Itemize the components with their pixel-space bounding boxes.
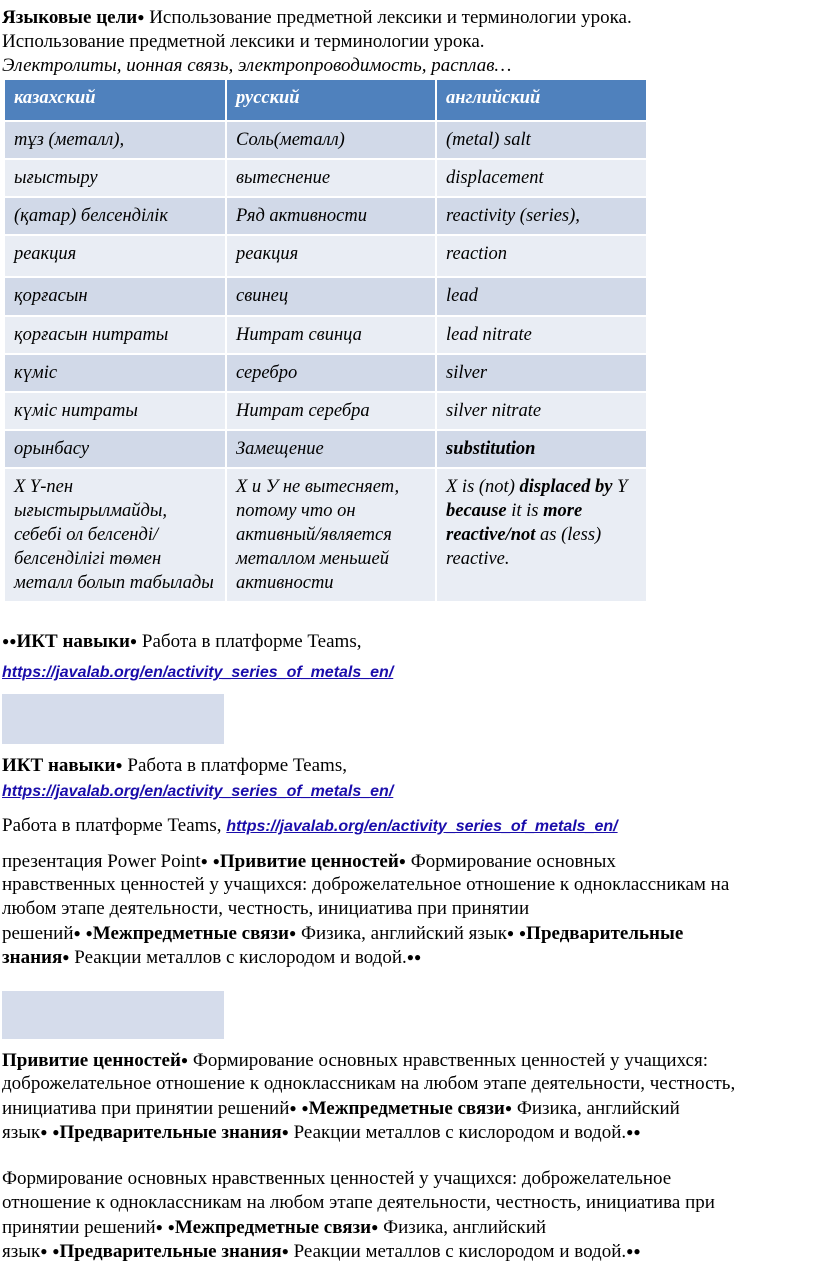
table-header-row: [4, 79, 647, 121]
ict-label: ИКТ навыки: [16, 631, 130, 652]
bullet-icon: ●: [633, 1244, 641, 1258]
cell-en: lead: [436, 277, 647, 316]
header-kazakh: казахский: [4, 79, 226, 121]
ict-line-2: [2, 754, 347, 777]
bullet-icon: ●: [2, 634, 10, 648]
bullet-icon: ●: [371, 1220, 379, 1234]
table-row: [4, 316, 647, 354]
header-russian: русский: [226, 79, 436, 121]
blank-box: [2, 694, 224, 744]
cell-en: lead nitrate: [436, 316, 647, 354]
values-line-1: [2, 850, 616, 873]
cell-en: reactivity (series),: [436, 197, 647, 235]
bullet-icon: ●: [40, 1125, 48, 1139]
table-row: [4, 277, 647, 316]
cell-ru: Ряд активности: [226, 197, 436, 235]
cell-ru: вытеснение: [226, 159, 436, 197]
bullet-icon: ●: [626, 1125, 634, 1139]
header-english: английский: [436, 79, 647, 121]
ict-line-1: [2, 630, 361, 653]
ict-link-line-1: [2, 661, 393, 684]
table-row: [4, 159, 647, 197]
cell-en: displacement: [436, 159, 647, 197]
cell-kz: күміс нитраты: [4, 392, 226, 430]
values2-line-1: Привитие ценностей● Формирование основных нравственных ценностей у учащихся:: [2, 1050, 708, 1071]
bullet-icon: ●: [289, 1101, 297, 1115]
values-label: Привитие ценностей: [219, 851, 399, 872]
cell-ru: Соль(металл): [226, 121, 436, 159]
bullet-icon: ●: [281, 1244, 289, 1258]
bullet-icon: ●: [180, 1053, 189, 1067]
bullet-icon: ●: [506, 926, 515, 940]
prior-label: Предварительные знания: [59, 1241, 282, 1262]
bullet-icon: ●: [281, 1125, 289, 1139]
ict-text: Работа в платформе Teams,: [122, 755, 347, 776]
ict-text: Работа в платформе Teams,: [2, 815, 227, 836]
table-row: [4, 392, 647, 430]
interdisciplinary-label: Межпредметные связи: [308, 1098, 505, 1119]
bullet-icon: ●: [301, 1101, 309, 1115]
cell-kz: қорғасын нитраты: [4, 316, 226, 354]
cell-kz: (қатар) белсенділік: [4, 197, 226, 235]
cell-ru: Замещение: [226, 430, 436, 468]
interdisciplinary-label: Межпредметные связи: [174, 1217, 372, 1238]
goals-text: Использование предметной лексики и терминологии урока.: [144, 7, 632, 28]
ict-line-3: [2, 815, 618, 838]
cell-ru: серебро: [226, 354, 436, 392]
bullet-icon: ●: [167, 1220, 175, 1234]
terminology-table: [3, 78, 648, 603]
cell-ru: Нитрат серебра: [226, 392, 436, 430]
bullet-icon: ●: [40, 1244, 48, 1258]
values-line-3: любом этапе деятельности, честность, инициатива при принятии: [2, 898, 530, 919]
cell-ru: свинец: [226, 277, 436, 316]
table-row: [4, 197, 647, 235]
cell-en: X is (not) displaced by Y because it is more reactive/not as (less) reactive.: [436, 468, 647, 602]
bullet-icon: ●: [518, 926, 527, 940]
cell-en: silver: [436, 354, 647, 392]
ict-label: ИКТ навыки: [2, 755, 116, 776]
ict-link-line-2: [2, 780, 393, 803]
cell-en: (metal) salt: [436, 121, 647, 159]
javalab-link[interactable]: https://javalab.org/en/activity_series_of_metals_en/: [226, 818, 618, 835]
prior-label: Предварительные знания: [59, 1122, 282, 1143]
cell-en: substitution: [436, 430, 647, 468]
values2-line-2: доброжелательное отношение к одноклассникам на любом этапе деятельности, честность,: [2, 1073, 736, 1094]
bullet-icon: ●: [9, 634, 17, 648]
bullet-icon: ●: [137, 10, 145, 24]
values-line-2: нравственных ценностей у учащихся: доброжелательное отношение к одноклассникам на: [2, 874, 730, 895]
values2-line-4: язык● ●Предварительные знания● Реакции металлов с кислородом и водой.●●: [2, 1122, 641, 1143]
bullet-icon: ●: [406, 950, 415, 964]
values-line-4: решений● ●Межпредметные связи● Физика, английский язык● ●Предварительные: [2, 923, 684, 944]
table-row: [4, 468, 647, 602]
table-row: [4, 121, 647, 159]
values-text: Формирование основных: [406, 851, 616, 872]
terms-line: Электролиты, ионная связь, электропроводимость, расплав…: [2, 55, 512, 76]
bullet-icon: ●: [52, 1244, 60, 1258]
goals-line-2: Использование предметной лексики и терминологии урока.: [2, 31, 485, 52]
javalab-link[interactable]: https://javalab.org/en/activity_series_of_metals_en/: [2, 664, 394, 681]
bullet-icon: ●: [73, 926, 81, 940]
cell-kz: орынбасу: [4, 430, 226, 468]
presentation-text: презентация Power Point: [2, 851, 201, 872]
interdisciplinary-label: Межпредметные связи: [92, 923, 289, 944]
bullet-icon: ●: [155, 1220, 163, 1234]
cell-kz: реакция: [4, 235, 226, 277]
bullet-icon: ●: [626, 1244, 634, 1258]
cell-ru: Х и У не вытесняет, потому что он активный/является металлом меньшей активности: [226, 468, 436, 602]
bullet-icon: ●: [115, 758, 123, 772]
values3-line-4: язык● ●Предварительные знания● Реакции металлов с кислородом и водой.●●: [2, 1241, 641, 1262]
bullet-icon: ●: [212, 854, 220, 868]
cell-en: reaction: [436, 235, 647, 277]
values2-line-3: инициатива при принятии решений● ●Межпредметные связи● Физика, английский: [2, 1098, 680, 1119]
blank-box: [2, 991, 224, 1039]
bullet-icon: ●: [52, 1125, 60, 1139]
cell-kz: Х Ү-пен ығыстырылмайды, себебі ол белсенді/белсенділігі төмен металл болып табылады: [4, 468, 226, 602]
bullet-icon: ●: [129, 634, 138, 648]
bullet-icon: ●: [200, 854, 208, 868]
cell-ru: Нитрат свинца: [226, 316, 436, 354]
cell-kz: тұз (металл),: [4, 121, 226, 159]
bullet-icon: ●: [504, 1101, 513, 1115]
values-label: Привитие ценностей: [2, 1050, 181, 1071]
bullet-icon: ●: [85, 926, 93, 940]
cell-kz: ығыстыру: [4, 159, 226, 197]
bullet-icon: ●: [398, 854, 407, 868]
table-row: [4, 430, 647, 468]
values3-line-1: Формирование основных нравственных ценностей у учащихся: доброжелательное: [2, 1168, 672, 1189]
ict-text: Работа в платформе Teams,: [137, 631, 362, 652]
cell-kz: қорғасын: [4, 277, 226, 316]
cell-ru: реакция: [226, 235, 436, 277]
javalab-link[interactable]: https://javalab.org/en/activity_series_of_metals_en/: [2, 783, 394, 800]
prior-label: знания: [2, 947, 63, 968]
values3-line-2: отношение к одноклассникам на любом этапе деятельности, честность, инициатива при: [2, 1192, 715, 1213]
table-row: [4, 235, 647, 277]
bullet-icon: ●: [288, 926, 297, 940]
cell-en: silver nitrate: [436, 392, 647, 430]
values-line-5: знания● Реакции металлов с кислородом и водой.●●: [2, 947, 422, 968]
prior-label: Предварительные: [526, 923, 684, 944]
bullet-icon: ●: [414, 950, 422, 964]
goals-line: [2, 6, 632, 29]
bullet-icon: ●: [633, 1125, 641, 1139]
values3-line-3: принятии решений● ●Межпредметные связи● Физика, английский: [2, 1217, 547, 1238]
table-row: [4, 354, 647, 392]
cell-kz: күміс: [4, 354, 226, 392]
goals-label: Языковые цели: [2, 7, 138, 28]
bullet-icon: ●: [62, 950, 70, 964]
